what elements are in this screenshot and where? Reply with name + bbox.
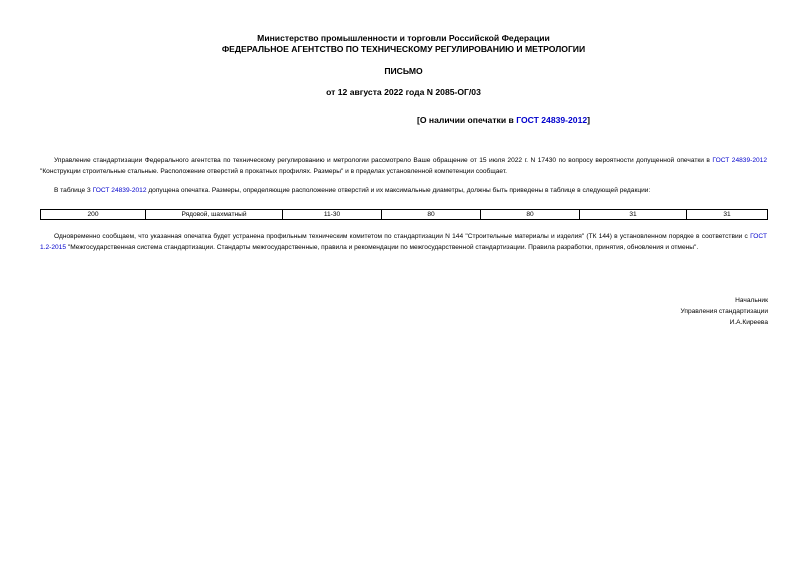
paragraph-1 [40, 155, 767, 177]
table-cell: 31 [687, 210, 768, 220]
paragraph-2-prefix: В таблице 3 [54, 187, 93, 194]
doc-date: от 12 августа 2022 года N 2085-ОГ/03 [326, 87, 481, 97]
paragraph-3-tail: "Межгосударственная система стандартизации. Стандарты межгосударственные, правила и рекомендации по межгосударственной стандартизации. Правила разработки, принятия, обновления и отмены". [66, 244, 699, 252]
dimensions-table [40, 209, 768, 220]
table-cell: 11-30 [283, 210, 382, 220]
paragraph-3 [40, 231, 767, 253]
ministry-title: Министерство промышленности и торговли Российской Федерации [257, 33, 550, 43]
paragraph-2-tail: допущена опечатка. Размеры, определяющие расположение отверстий и их максимальные диаметры, должны быть приведены в таблице в следующей редакции: [146, 187, 651, 194]
paragraph-3-gost-link[interactable]: ГОСТ 1.2-2015 [40, 233, 767, 252]
signature-name: И.А.Киреева [729, 319, 768, 326]
table-cell: Рядовой, шахматный [146, 210, 283, 220]
subject-prefix: [О наличии опечатки в [416, 115, 517, 125]
signature-position: Начальник [735, 297, 768, 304]
subject-gost-link[interactable]: ГОСТ 24839-2012 [516, 115, 588, 125]
table-cell: 200 [41, 210, 146, 220]
paragraph-2 [40, 185, 767, 196]
paragraph-1-tail: "Конструкции строительные стальные. Расположение отверстий в прокатных профилях. Размеры" и в пределах установленной компетенции сообщает. [40, 168, 507, 176]
table-cell: 80 [481, 210, 580, 220]
table-cell: 80 [382, 210, 481, 220]
subject-suffix: ] [587, 115, 591, 125]
signature-department: Управления стандартизации [680, 308, 768, 315]
paragraph-2-gost-link[interactable]: ГОСТ 24839-2012 [92, 187, 147, 194]
paragraph-1-text: Управление стандартизации Федерального агентства по техническому регулированию и метрологии рассмотрело Ваше обращение от 15 июля 2022 г. N 17430 по вопросу вероятности допущенной опечатки в [54, 157, 710, 164]
doc-type: ПИСЬМО [384, 66, 423, 76]
paragraph-1-gost-link[interactable]: ГОСТ 24839-2012 [712, 157, 767, 164]
doc-subject [100, 115, 807, 126]
agency-title: ФЕДЕРАЛЬНОЕ АГЕНТСТВО ПО ТЕХНИЧЕСКОМУ РЕГУЛИРОВАНИЮ И МЕТРОЛОГИИ [221, 44, 586, 54]
table-cell: 31 [580, 210, 687, 220]
table-row [41, 210, 768, 220]
paragraph-3-text: Одновременно сообщаем, что указанная опечатка будет устранена профильным техническим комитетом по стандартизации N 144 "Строительные материалы и изделия" (ТК 144) в установленном порядке в соответствии с [54, 233, 751, 240]
